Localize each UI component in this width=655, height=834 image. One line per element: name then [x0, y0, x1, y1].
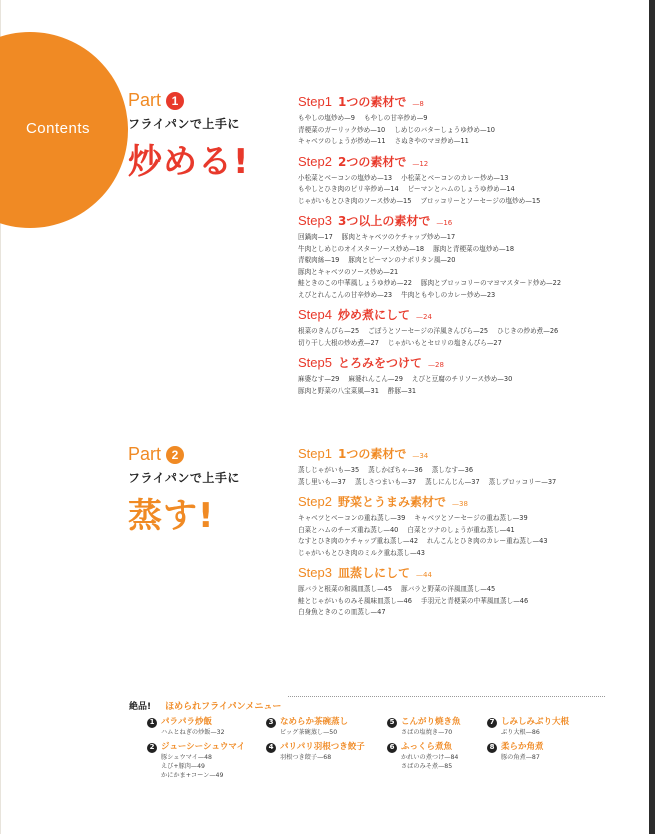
- menu-entry: [387, 742, 461, 771]
- recipe-row: [298, 173, 638, 185]
- recipe-row: [298, 584, 638, 596]
- recipe-list: [298, 232, 638, 301]
- menu-entry-recipe: かにかま+コーン—49: [161, 772, 224, 779]
- step-page: —28: [428, 361, 444, 369]
- step-title: 2つの素材で: [337, 154, 407, 169]
- step-title: 炒め煮にして: [337, 308, 410, 322]
- part1-step-heading: [298, 355, 638, 373]
- special-menu-box: [129, 696, 605, 792]
- menu-number: 6: [387, 743, 397, 753]
- menu-entry-heading: [387, 717, 461, 728]
- menu-entry: [387, 717, 461, 737]
- recipe-item: しめじのバターしょうゆ炒め—10: [394, 125, 495, 134]
- menu-number: 3: [266, 718, 276, 728]
- part1-step-4: [298, 307, 638, 349]
- recipe-row: [298, 125, 638, 137]
- menu-entry-title: ジューシーシュウマイ: [161, 742, 246, 752]
- recipe-list: [298, 374, 638, 397]
- recipe-list: [298, 113, 638, 148]
- part2-title: 蒸す!: [128, 496, 215, 536]
- recipe-row: [298, 465, 638, 477]
- part1-label-row: [128, 90, 250, 111]
- recipe-item: 白菜とハムのチーズ重ね蒸し—40: [298, 525, 399, 534]
- menu-entry-heading: [147, 742, 245, 753]
- part2-label-row: [128, 444, 240, 465]
- recipe-item: 青椒肉絲—19: [298, 256, 340, 264]
- part2-step-heading: [298, 565, 638, 583]
- recipe-item: 白菜とツナのしょうが重ね蒸し—41: [407, 525, 515, 534]
- recipe-row: [298, 513, 638, 525]
- part1-step-heading: [298, 94, 638, 112]
- recipe-row: [298, 196, 638, 208]
- recipe-item: 蒸しなす—36: [431, 466, 474, 474]
- menu-number: 4: [266, 743, 276, 753]
- menu-entry-recipe: ハムとねぎの炒飯—32: [161, 729, 225, 736]
- step-page: —44: [416, 571, 432, 579]
- recipe-item: 鮭とじゃがいものみそ風味皿蒸し—46: [298, 596, 412, 605]
- menu-entry-recipe: 羽根つき餃子—68: [280, 754, 332, 761]
- menu-entry-heading: [147, 717, 245, 728]
- part1-label: Part: [128, 90, 162, 110]
- menu-entry-heading: [266, 717, 365, 728]
- recipe-item: 豚肉とブロッコリーのマヨマスタード炒め—22: [420, 279, 562, 287]
- menu-entry-title: パラパラ炒飯: [161, 717, 213, 727]
- menu-entry-heading: [487, 742, 569, 753]
- recipe-row: [298, 525, 638, 537]
- recipe-item: ブロッコリーとソーセージの塩炒め—15: [420, 196, 541, 205]
- recipe-item: 豚バラと根菜の和風皿蒸し—45: [298, 585, 393, 593]
- recipe-item: じゃがいもとひき肉のソース炒め—15: [298, 196, 412, 205]
- recipe-item: じゃがいもとひき肉のミルク重ね蒸し—43: [298, 548, 425, 557]
- menu-entry: [487, 742, 569, 762]
- menu-entry: [147, 742, 245, 780]
- step-number: Step2: [298, 153, 332, 169]
- recipe-list: [298, 584, 638, 619]
- part2-label: Part: [128, 444, 162, 464]
- recipe-item: 小松菜とベーコンのカレー炒め—13: [401, 173, 509, 182]
- recipe-item: じゃがいもとセロリの塩きんぴら—27: [387, 338, 502, 347]
- recipe-item: キャベツのしょうが炒め—11: [298, 137, 386, 145]
- menu-entry-recipe: 豚の角煮—87: [501, 754, 540, 761]
- recipe-item: 豚バラと野菜の洋風皿蒸し—45: [401, 585, 496, 593]
- contents-label: Contents: [25, 119, 91, 137]
- recipe-item: キャベツとベーコンの重ね蒸し—39: [298, 514, 406, 522]
- part1-title: 炒める!: [128, 142, 250, 182]
- part2-step-1: [298, 446, 638, 488]
- step-page: —38: [452, 500, 468, 508]
- step-page: —34: [412, 452, 429, 460]
- recipe-row: [298, 326, 638, 338]
- step-number: Step2: [298, 494, 332, 509]
- step-page: —8: [412, 100, 424, 108]
- step-title: とろみをつけて: [337, 356, 422, 370]
- recipe-item: 蒸しにんじん—37: [425, 477, 480, 486]
- recipe-item: もやしとひき肉のピリ辛炒め—14: [298, 185, 399, 193]
- recipe-item: 蒸しさつまいも—37: [354, 477, 417, 486]
- menu-entry-heading: [387, 742, 461, 753]
- part1-step-1: [298, 94, 638, 148]
- recipe-item: 麻婆なす—29: [298, 375, 340, 383]
- recipe-item: さぬきやのマヨ炒め—11: [394, 137, 469, 145]
- recipe-row: [298, 374, 638, 386]
- menu-number: 7: [487, 718, 497, 728]
- part1-steps: [298, 94, 638, 403]
- recipe-item: 根菜のきんぴら—25: [298, 327, 360, 335]
- step-page: —16: [436, 219, 453, 227]
- menu-entry-heading: [487, 717, 569, 728]
- recipe-item: 鮭ときのこの中華風しょうゆ炒め—22: [298, 279, 412, 287]
- part2-step-2: [298, 494, 638, 559]
- recipe-item: 蒸しじゃがいも—35: [298, 466, 360, 474]
- menu-entry-recipe: 豚シュウマイ—48: [161, 754, 212, 761]
- menu-entry-recipe: かれいの煮つけ—84: [401, 754, 459, 761]
- recipe-item: 牛肉としめじのオイスターソース炒め—18: [298, 244, 425, 253]
- step-number: Step3: [298, 565, 332, 580]
- step-title: 皿蒸しにして: [337, 566, 410, 580]
- recipe-item: 蒸し里いも—37: [298, 477, 346, 486]
- recipe-row: [298, 267, 638, 279]
- recipe-item: 麻婆れんこん—29: [348, 375, 403, 383]
- menu-number: 5: [387, 718, 397, 728]
- recipe-item: なすとひき肉のケチャップ重ね蒸し—42: [298, 537, 419, 545]
- recipe-item: もやしの甘辛炒め—9: [363, 114, 428, 122]
- part1-step-3: [298, 213, 638, 301]
- menu-entry-recipe: ビッグ茶碗蒸し—50: [280, 729, 338, 736]
- recipe-item: ひじきの炒め煮—26: [497, 327, 559, 335]
- menu-entry-title: ふっくら煮魚: [401, 742, 453, 752]
- recipe-item: 豚肉と青梗菜の塩炒め—18: [433, 244, 515, 253]
- menu-entry-title: こんがり焼き魚: [401, 717, 461, 727]
- step-number: Step1: [298, 94, 332, 109]
- recipe-item: 豚肉と野菜の八宝菜風—31: [298, 386, 379, 395]
- menu-entry-recipe: さばの塩焼き—70: [401, 729, 453, 736]
- recipe-item: 豚肉とキャベツのケチャップ炒め—17: [341, 233, 456, 241]
- recipe-item: 豚肉とキャベツのソース炒め—21: [298, 267, 399, 276]
- recipe-row: [298, 596, 638, 608]
- step-number: Step3: [298, 213, 332, 228]
- step-number: Step4: [298, 307, 332, 322]
- recipe-item: 小松菜とベーコンの塩炒め—13: [298, 173, 393, 182]
- recipe-item: えびとれんこんの甘辛炒め—23: [298, 290, 393, 299]
- part2-step-heading: [298, 494, 638, 512]
- part1-step-5: [298, 355, 638, 397]
- menu-entry: [487, 717, 569, 737]
- part1-step-2: [298, 154, 638, 208]
- part1-step-heading: [298, 213, 638, 231]
- step-title: 野菜とうまみ素材で: [337, 495, 446, 509]
- recipe-row: [298, 136, 638, 148]
- recipe-item: えびと豆腐のチリソース炒め—30: [411, 375, 513, 383]
- recipe-row: [298, 338, 638, 350]
- recipe-item: 酢豚—31: [387, 386, 417, 395]
- recipe-list: [298, 465, 638, 488]
- step-page: —24: [416, 313, 432, 321]
- menu-entry: [266, 742, 365, 762]
- recipe-row: [298, 232, 638, 244]
- recipe-item: 回鍋肉—17: [298, 233, 333, 241]
- menu-entry-recipe: さばのみそ煮—85: [401, 763, 453, 770]
- part2-steps: [298, 446, 638, 625]
- menu-entry-recipe: ぶり大根—86: [501, 729, 540, 736]
- recipe-row: [298, 255, 638, 267]
- recipe-row: [298, 477, 638, 489]
- menu-entry-title: 柔らか角煮: [501, 742, 544, 752]
- part1-number: 1: [166, 92, 184, 110]
- menu-number: 8: [487, 743, 497, 753]
- menu-column-3: [387, 717, 461, 776]
- step-title: 3つ以上の素材で: [337, 214, 431, 228]
- recipe-item: 白身魚ときのこの皿蒸し—47: [298, 608, 386, 616]
- page-binding-edge: [649, 0, 655, 834]
- part2-number: 2: [166, 446, 184, 464]
- recipe-item: 牛肉ともやしのカレー炒め—23: [401, 290, 496, 299]
- part1-heading: [128, 90, 250, 183]
- recipe-row: [298, 607, 638, 619]
- recipe-item: 蒸しブロッコリー—37: [488, 477, 557, 486]
- recipe-item: ピーマンとハムのしょうゆ炒め—14: [407, 185, 515, 193]
- recipe-item: 切り干し大根の炒め煮—27: [298, 338, 379, 347]
- recipe-row: [298, 278, 638, 290]
- menu-column-2: [266, 717, 365, 767]
- recipe-row: [298, 113, 638, 125]
- menu-number: 2: [147, 743, 157, 753]
- recipe-row: [298, 386, 638, 398]
- recipe-row: [298, 244, 638, 256]
- menu-entry: [147, 717, 245, 737]
- part1-step-heading: [298, 307, 638, 325]
- menu-entry-title: しみしみぶり大根: [501, 717, 570, 727]
- menu-entry-heading: [266, 742, 365, 753]
- recipe-row: [298, 548, 638, 560]
- step-title: 1つの素材で: [337, 95, 407, 109]
- menu-entry-title: パリパリ羽根つき餃子: [280, 742, 365, 752]
- special-menu-title: [129, 696, 287, 712]
- step-title: 1つの素材で: [337, 447, 407, 461]
- special-menu-label-a: 絶品!: [129, 702, 152, 712]
- step-page: —12: [412, 159, 429, 168]
- step-number: Step1: [298, 446, 332, 461]
- recipe-list: [298, 173, 638, 208]
- recipe-item: キャベツとソーセージの重ね蒸し—39: [414, 514, 528, 522]
- menu-entry: [266, 717, 365, 737]
- special-menu-label-b: ほめられフライパンメニュー: [165, 702, 282, 712]
- recipe-item: 蒸しかぼちゃ—36: [368, 466, 423, 474]
- part2-step-heading: [298, 446, 638, 464]
- recipe-row: [298, 536, 638, 548]
- recipe-list: [298, 326, 638, 349]
- recipe-row: [298, 184, 638, 196]
- recipe-item: もやしの塩炒め—9: [298, 114, 355, 122]
- recipe-item: 豚肉とピーマンのナポリタン風—20: [348, 256, 456, 264]
- recipe-item: ごぼうとソーセージの洋風きんぴら—25: [368, 327, 489, 335]
- recipe-item: 手羽元と青梗菜の中華風皿蒸し—46: [420, 596, 529, 605]
- menu-entry-title: なめらか茶碗蒸し: [280, 717, 349, 727]
- menu-column-4: [487, 717, 569, 767]
- menu-entry-recipe: えび+豚肉—49: [161, 763, 205, 770]
- recipe-list: [298, 513, 638, 559]
- part2-heading: [128, 444, 240, 537]
- recipe-item: れんこんとひき肉のカレー重ね蒸し—43: [427, 537, 548, 545]
- recipe-row: [298, 290, 638, 302]
- recipe-item: 青梗菜のガーリック炒め—10: [298, 125, 386, 134]
- part1-subtitle: フライパンで上手に: [128, 117, 240, 131]
- part2-step-3: [298, 565, 638, 619]
- menu-column-1: [147, 717, 245, 785]
- part2-subtitle: フライパンで上手に: [128, 471, 240, 485]
- menu-number: 1: [147, 718, 157, 728]
- step-number: Step5: [298, 355, 332, 370]
- part1-step-heading: [298, 154, 638, 172]
